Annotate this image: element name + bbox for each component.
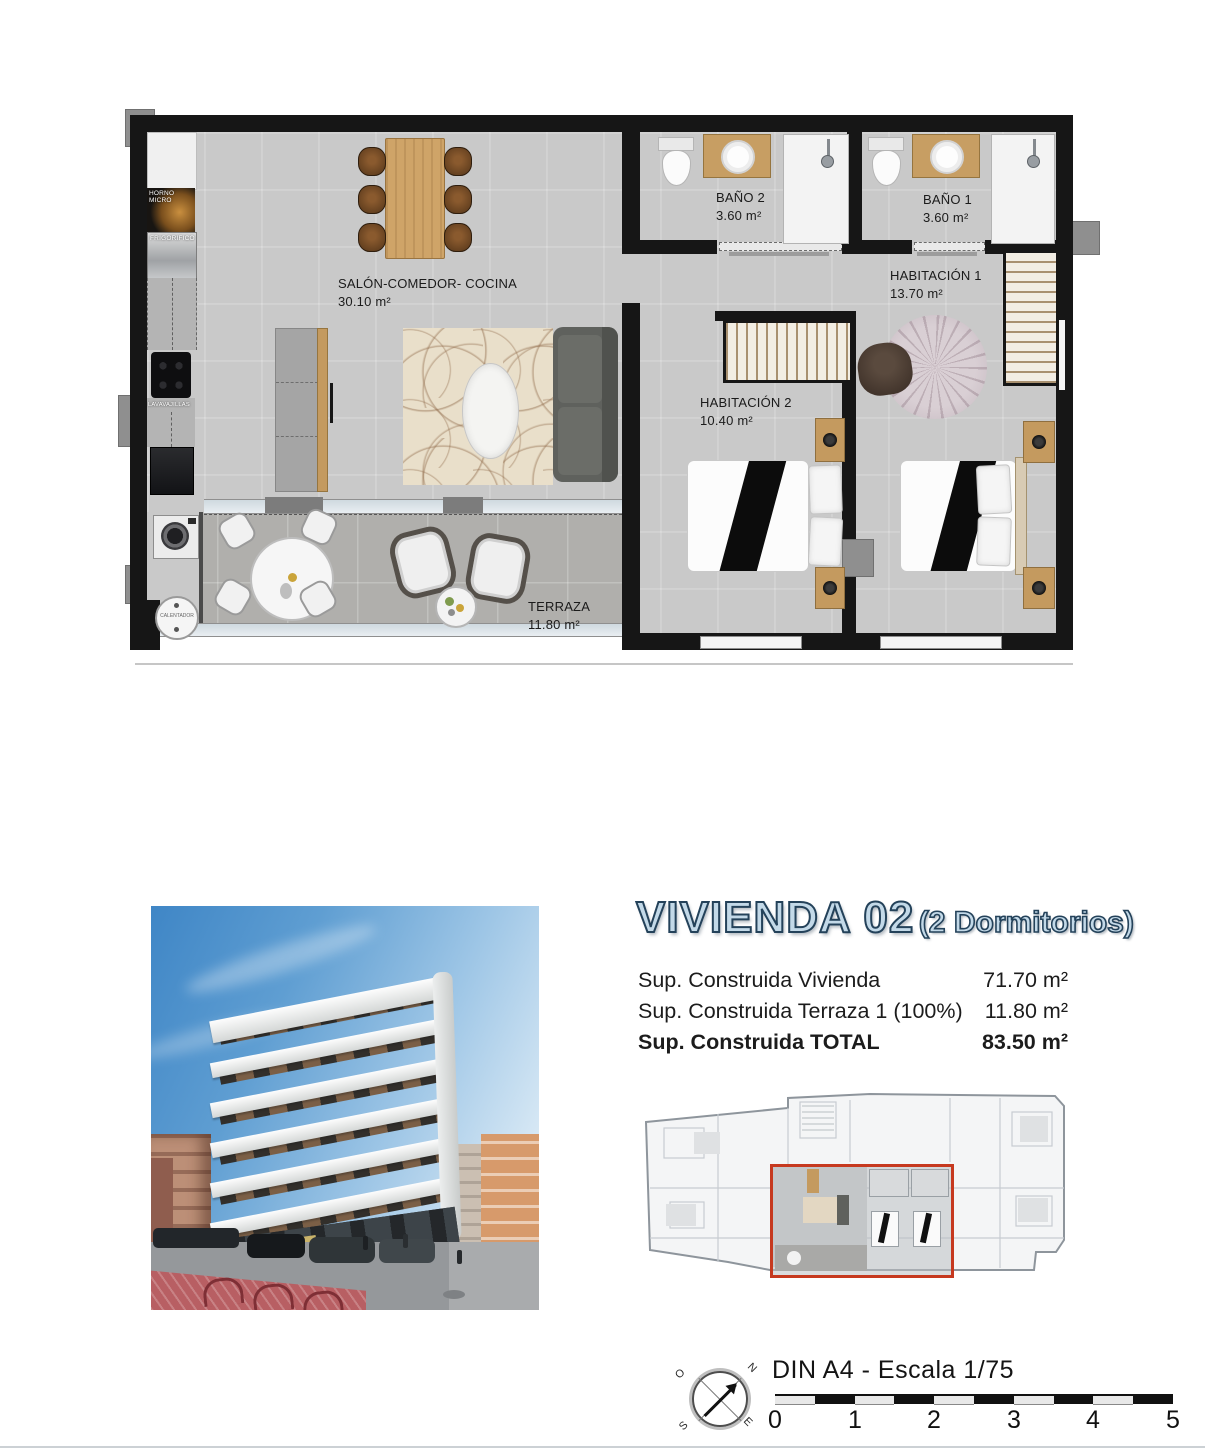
- pillar: [842, 539, 874, 577]
- fridge: [147, 232, 197, 280]
- car: [247, 1234, 305, 1258]
- compass-icon: [692, 1371, 748, 1427]
- kitchen-counter: [147, 398, 195, 447]
- sliding-door-leaf: [917, 252, 977, 256]
- area-label: Sup. Construida TOTAL: [638, 1030, 880, 1054]
- dishwasher-label: LAVAVAJILLAS: [148, 402, 190, 408]
- plan-ground-line: [135, 663, 1073, 665]
- island-wood-top: [317, 328, 328, 492]
- room-label-bano1: BAÑO 1 3.60 m²: [923, 192, 972, 225]
- bed-headboard: [1015, 457, 1027, 575]
- area-label: Sup. Construida Terraza 1 (100%): [638, 999, 963, 1023]
- wall-left: [130, 115, 147, 650]
- washing-machine: [153, 515, 199, 559]
- nightstand: [815, 567, 845, 609]
- pedestrian: [457, 1250, 462, 1264]
- room-label-salon: SALÓN-COMEDOR- COCINA 30.10 m²: [338, 276, 517, 309]
- cooktop: [151, 352, 191, 398]
- terrace-side-table: [435, 586, 477, 628]
- oven: [150, 447, 194, 495]
- window-right-wall: [1059, 320, 1065, 390]
- wall-bath-bottom: [622, 240, 717, 254]
- nightstand: [815, 418, 845, 462]
- area-label: Sup. Construida Vivienda: [638, 968, 881, 992]
- area-row: [638, 968, 1068, 994]
- shower: [991, 134, 1055, 244]
- area-row-total: [638, 1030, 1068, 1056]
- mini-terrace-table: [787, 1251, 801, 1265]
- mini-sofa: [837, 1195, 849, 1225]
- building-photo: [151, 906, 539, 1310]
- dining-chair: [358, 147, 386, 176]
- dining-chair: [444, 185, 472, 214]
- pedestrian: [363, 1236, 368, 1250]
- area-value: 83.50 m²: [981, 1030, 1068, 1054]
- wall-top: [130, 115, 1073, 132]
- pillow: [976, 516, 1012, 566]
- oven-microwave-label: HORNO MICRO: [149, 190, 175, 205]
- compass-north-label: N: [744, 1360, 760, 1376]
- shower: [783, 134, 849, 244]
- mini-rug: [803, 1197, 837, 1223]
- area-row: [638, 999, 1068, 1025]
- toilet-tank: [868, 137, 904, 151]
- dining-chair: [358, 185, 386, 214]
- kitchen-island: [275, 328, 319, 492]
- room-label-habitacion1: HABITACIÓN 1 13.70 m²: [890, 268, 982, 301]
- floor-overview-map: [640, 1092, 1068, 1284]
- compass-south-label: S: [676, 1419, 691, 1433]
- window-habitacion-1: [880, 636, 1002, 649]
- unit-title-text: VIVIENDA 02: [636, 893, 915, 942]
- sofa: [553, 327, 618, 482]
- compass-west-label: O: [673, 1366, 688, 1382]
- toilet-tank: [658, 137, 694, 151]
- fridge-label: FRIGORIFICO: [150, 235, 195, 242]
- dining-chair: [444, 223, 472, 252]
- wall-between-baths: [847, 115, 862, 240]
- scale-number: 1: [848, 1406, 862, 1434]
- mini-bath: [869, 1169, 909, 1197]
- bed-habitacion-2: [687, 460, 809, 572]
- area-value: 71.70 m²: [983, 968, 1068, 992]
- dining-table: [385, 138, 445, 259]
- oven-microwave: [147, 188, 195, 232]
- scale-number: 0: [768, 1406, 782, 1434]
- wall-bath2-left: [622, 115, 640, 253]
- pedestrian: [403, 1234, 408, 1248]
- pillow: [808, 516, 844, 567]
- window-mullion: [443, 497, 483, 513]
- room-label-bano2: BAÑO 2 3.60 m²: [716, 190, 765, 223]
- sliding-door-bath1: [914, 242, 985, 251]
- water-heater-label: CALENTADOR: [160, 613, 194, 619]
- side-street: [449, 1242, 539, 1310]
- room-label-terraza: TERRAZA 11.80 m²: [528, 599, 591, 632]
- wall-bottom: [622, 633, 1073, 650]
- highlighted-unit-viv02: [770, 1164, 954, 1278]
- wardrobe-habitacion-2: [723, 320, 853, 383]
- unit-title: [636, 893, 1134, 943]
- area-value: 11.80 m²: [984, 999, 1068, 1023]
- scale-text: DIN A4 - Escala 1/75: [772, 1356, 1015, 1384]
- scale-number: 2: [927, 1406, 941, 1434]
- scale-number: 3: [1007, 1406, 1021, 1434]
- nightstand: [1023, 421, 1055, 463]
- floor-plan: [125, 115, 1073, 675]
- neighbour-building-right: [481, 1134, 539, 1256]
- mini-table: [807, 1169, 819, 1193]
- water-heater: [155, 596, 199, 640]
- mini-bath: [911, 1169, 949, 1197]
- sliding-door-leaf: [729, 252, 829, 256]
- scale-number: 4: [1086, 1406, 1100, 1434]
- sink: [930, 140, 964, 174]
- wall-bath-bottom: [842, 240, 912, 254]
- terrace-boundary-dashed-line: [204, 514, 622, 517]
- scale-number: 5: [1166, 1406, 1180, 1434]
- compass-east-label: E: [740, 1415, 755, 1429]
- manhole: [443, 1290, 465, 1299]
- page-bottom-line: [0, 1446, 1205, 1448]
- sink: [721, 140, 755, 174]
- room-label-habitacion2: HABITACIÓN 2 10.40 m²: [700, 395, 792, 428]
- niche-partition: [199, 512, 203, 623]
- wall-salon-bedrooms: [622, 303, 640, 633]
- unit-subtitle-text: (2 Dormitorios): [918, 906, 1134, 939]
- kitchen-counter: [147, 278, 197, 350]
- parked-cars: [153, 1228, 239, 1248]
- island-handle: [330, 383, 333, 423]
- pillow: [976, 464, 1013, 515]
- wardrobe-habitacion-1: [1003, 250, 1059, 386]
- window-habitacion-2: [700, 636, 802, 649]
- dining-chair: [358, 223, 386, 252]
- pillow: [808, 464, 843, 514]
- scale-bar: [775, 1394, 1173, 1404]
- dining-chair: [444, 147, 472, 176]
- kitchen-counter: [147, 132, 197, 190]
- nightstand: [1023, 567, 1055, 609]
- coffee-table: [462, 363, 519, 459]
